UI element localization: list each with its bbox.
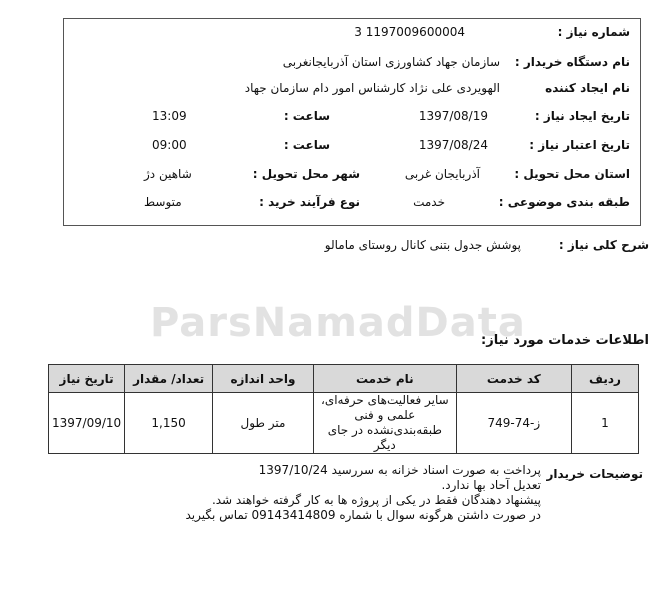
cell-unit: متر طول [213,393,314,454]
table-row [49,393,639,454]
services-table [48,364,639,454]
created-date-row [64,109,640,133]
note-line: پرداخت به صورت اسناد خزانه به سررسید 1397/10/24 [258,463,541,477]
buyer-org-value: سازمان جهاد کشاورزی استان آذربایجانغربی [282,55,500,69]
need-number-value: 1197009600004 3 [354,25,465,39]
validity-time-label: ساعت : [283,138,330,152]
buyer-notes-label: توضیحات خریدار [546,467,643,481]
note-line: پیشنهاد دهندگان فقط در یکی از پروژه ها به کار گرفته خواهند شد. [211,493,541,507]
category-row [64,195,640,219]
validity-date-label: تاریخ اعتبار نیاز : [529,138,630,152]
description-value: پوشش جدول بتنی کانال روستای مامالو [324,238,521,252]
service-name-line: طبقه‌بندی‌نشده در جای دیگر [327,423,442,452]
need-number-label: شماره نیاز : [557,25,630,39]
header-unit: واحد اندازه [213,365,314,393]
cell-date: 1397/09/10 [49,393,125,454]
need-info-box [63,18,641,226]
delivery-province-value: آذربایجان غربی [404,167,480,181]
note-line: در صورت داشتن هرگونه سوال با شماره 09143414809 تماس بگیرید [185,508,541,522]
note-line: تعدیل آحاد بها ندارد. [441,478,541,492]
category-value: خدمت [413,195,445,209]
buyer-org-row [64,55,640,79]
created-date-label: تاریخ ایجاد نیاز : [534,109,630,123]
header-name: نام خدمت [313,365,456,393]
header-date: تاریخ نیاز [49,365,125,393]
process-type-value: متوسط [144,195,182,209]
created-time-value: 13:09 [152,109,187,123]
process-type-label: نوع فرآیند خرید : [259,195,360,209]
watermark: ParsNamadData [150,300,526,346]
need-number-row [64,25,640,49]
creator-value: الهویردی علی نژاد کارشناس امور دام سازمان جهاد [244,81,500,95]
validity-date-row [64,138,640,162]
delivery-province-label: استان محل تحویل : [514,167,630,181]
buyer-org-label: نام دستگاه خریدار : [514,55,630,69]
delivery-city-label: شهر محل تحویل : [252,167,360,181]
cell-qty: 1,150 [125,393,213,454]
services-section-title: اطلاعات خدمات مورد نیاز: [481,333,649,348]
creator-row [64,81,640,105]
delivery-row [64,167,640,191]
cell-index: 1 [571,393,638,454]
validity-time-value: 09:00 [152,138,187,152]
created-time-label: ساعت : [283,109,330,123]
service-name-line: علمی و فنی [354,408,416,422]
table-header-row [49,365,639,393]
header-qty: تعداد/ مقدار [125,365,213,393]
service-name-line: سایر فعالیت‌های حرفه‌ای، [320,393,449,407]
cell-service-name [313,393,456,454]
delivery-city-value: شاهین دژ [144,167,192,181]
cell-code: ز-74-749 [456,393,571,454]
created-date-value: 1397/08/19 [418,109,488,123]
buyer-notes [185,463,541,523]
header-code: کد خدمت [456,365,571,393]
validity-date-value: 1397/08/24 [418,138,488,152]
header-index: ردیف [571,365,638,393]
creator-label: نام ایجاد کننده [545,81,630,95]
category-label: طبقه بندی موضوعی : [498,195,630,209]
description-label: شرح کلی نیاز : [558,238,649,252]
